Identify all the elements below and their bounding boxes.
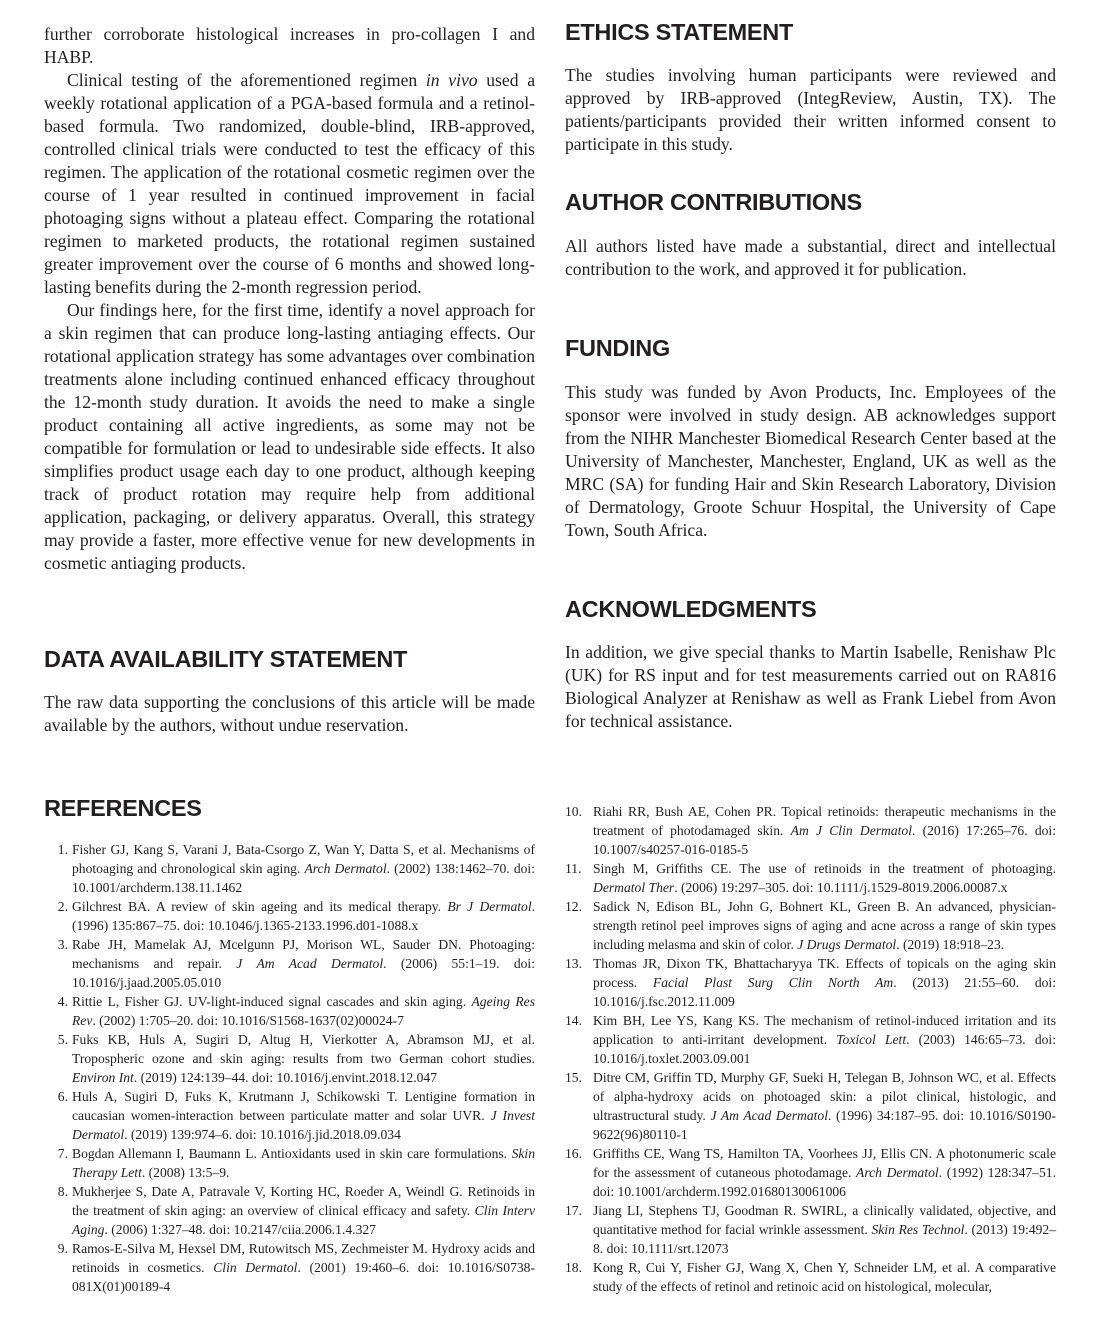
reference-number: 18.	[565, 1260, 582, 1275]
reference-list	[565, 802, 1056, 1296]
reference-journal: Arch Dermatol	[856, 1165, 939, 1180]
reference-citation: . (1996) 34:187–95. doi: 10.1016/S0190-9622(96)80110-1	[593, 1108, 1056, 1142]
reference-authors-title: Kong R, Cui Y, Fisher GJ, Wang X, Chen Y, Schneider LM, et al. A comparative study of the effects of retinol and retinoic acid on histological, molecular,	[593, 1260, 1056, 1294]
reference-number: 7.	[57, 1146, 68, 1161]
reference-number: 5.	[57, 1032, 68, 1047]
reference-journal: Dermatol Ther	[593, 880, 675, 895]
reference-number: 6.	[57, 1089, 68, 1104]
references-list-right	[565, 802, 1056, 1296]
section-heading: DATA AVAILABILITY STATEMENT	[44, 646, 408, 672]
reference-number: 15.	[565, 1070, 582, 1085]
reference-number: 8.	[57, 1184, 68, 1199]
reference-number: 10.	[565, 804, 582, 819]
reference-authors-title: Ramos-E-Silva M, Hexsel DM, Rutowitsch MS, Zechmeister M. Hydroxy acids and retinoids in cosmetics.	[72, 1241, 535, 1275]
reference-authors-title: Huls A, Sugiri D, Fuks K, Krutmann J, Schikowski T. Lentigine formation in caucasian women-interaction between particulate matter and solar UVR.	[72, 1089, 535, 1123]
reference-journal: Facial Plast Surg Clin North Am	[652, 975, 894, 990]
reference-citation: . (2002) 138:1462–70. doi: 10.1001/archderm.138.11.1462	[72, 861, 535, 895]
section-text: The raw data supporting the conclusions of this article will be made available by the authors, without undue reservation.	[44, 692, 535, 735]
reference-authors-title: Jiang LI, Stephens TJ, Goodman R. SWIRL, a clinically validated, objective, and quantitative method for facial wrinkle assessment.	[593, 1203, 1056, 1237]
reference-authors-title: Sadick N, Edison BL, John G, Bohnert KL, Green B. An advanced, physician-strength retinol peel improves signs of aging and acne across a range of skin types including melasma and skin of color.	[593, 899, 1056, 952]
reference-authors-title: Gilchrest BA. A review of skin ageing and its medical therapy.	[72, 899, 448, 914]
reference-item	[565, 1068, 1056, 1144]
reference-item	[565, 1144, 1056, 1201]
reference-journal: J Invest Dermatol	[72, 1108, 535, 1142]
reference-item	[44, 1182, 535, 1239]
reference-authors-title: Riahi RR, Bush AE, Cohen PR. Topical retinoids: therapeutic mechanisms in the treatment of photodamaged skin.	[593, 804, 1056, 838]
reference-journal: Clin Dermatol	[213, 1260, 298, 1275]
reference-item	[565, 1201, 1056, 1258]
italic-term: in vivo	[425, 70, 478, 90]
reference-item	[565, 897, 1056, 954]
reference-authors-title: Ditre CM, Griffin TD, Murphy GF, Sueki H, Telegan B, Johnson WC, et al. Effects of alpha-hydroxy acids on photoaged skin: a pilot clinical, histologic, and ultrastructural study.	[593, 1070, 1056, 1123]
section-text: The studies involving human participants were reviewed and approved by IRB-approved (IntegReview, Austin, TX). The patients/participants provided their written informed consent to participate in this study.	[565, 65, 1056, 154]
references-list-left	[44, 840, 535, 1296]
reference-item	[44, 1239, 535, 1296]
reference-journal: J Am Acad Dermatol	[236, 956, 384, 971]
section-acknowledgments	[565, 595, 1056, 733]
reference-item	[44, 897, 535, 935]
reference-number: 1.	[57, 842, 68, 857]
reference-authors-title: Singh M, Griffiths CE. The use of retinoids in the treatment of photoaging.	[593, 861, 1056, 876]
paragraph-text: used a weekly rotational application of a PGA-based formula and a retinol-based formula. Two randomized, double-blind, IRB-approved, controlled clinical trials were conducted to test the efficacy of this regimen. The application of the rotational cosmetic regimen over the course of 1 year resulted in continued improvement in facial photoaging signs without a plateau effect. Comparing the rotational regimen to marketed products, the rotational regimen sustained greater improvement over the course of 6 months and showed long-lasting benefits during the 2-month regression period.	[44, 70, 535, 297]
paragraph-continued: further corroborate histological increases in pro-collagen I and HABP.	[44, 24, 535, 67]
paragraph-findings: Our findings here, for the first time, identify a novel approach for a skin regimen that can produce long-lasting antiaging effects. Our rotational application strategy has some advantages over combination treatments alone including continued enhanced efficacy throughout the 12-month study duration. It avoids the need to make a single product containing all active ingredients, as some may not be compatible for formulation or lead to undesirable side effects. It also simplifies product usage each day to one product, although keeping track of product rotation may require help from additional application, packaging, or delivery apparatus. Overall, this strategy may provide a faster, more effective venue for new developments in cosmetic antiaging products.	[44, 300, 535, 573]
reference-item	[44, 1030, 535, 1087]
section-text: This study was funded by Avon Products, Inc. Employees of the sponsor were involved in study design. AB acknowledges support from the NIHR Manchester Biomedical Research Center based at the University of Manchester, Manchester, England, UK as well as the MRC (SA) for funding Hair and Skin Research Laboratory, Division of Dermatology, Groote Schuur Hospital, the University of Cape Town, South Africa.	[565, 382, 1056, 540]
section-data-availability	[44, 645, 535, 737]
reference-number: 12.	[565, 899, 582, 914]
paragraph-clinical-testing	[44, 69, 535, 299]
reference-citation: . (2019) 18:918–23.	[896, 937, 1005, 952]
reference-citation: . (2006) 19:297–305. doi: 10.1111/j.1529-8019.2006.00087.x	[674, 880, 1008, 895]
reference-item	[44, 1087, 535, 1144]
reference-authors-title: Griffiths CE, Wang TS, Hamilton TA, Voorhees JJ, Ellis CN. A photonumeric scale for the assessment of cutaneous photodamage.	[593, 1146, 1056, 1180]
left-column-body	[44, 23, 535, 575]
reference-citation: . (2002) 1:705–20. doi: 10.1016/S1568-1637(02)00024-7	[92, 1013, 404, 1028]
reference-citation: . (2019) 124:139–44. doi: 10.1016/j.envint.2018.12.047	[133, 1070, 438, 1085]
section-text: All authors listed have made a substantial, direct and intellectual contribution to the work, and approved it for publication.	[565, 236, 1056, 279]
section-heading: FUNDING	[565, 335, 670, 361]
reference-authors-title: Fuks KB, Huls A, Sugiri D, Altug H, Vierkotter A, Abramson MJ, et al. Tropospheric ozone and skin aging: results from two German cohort studies.	[72, 1032, 535, 1066]
reference-item	[44, 1144, 535, 1182]
reference-authors-title: Bogdan Allemann I, Baumann L. Antioxidants used in skin care formulations.	[72, 1146, 512, 1161]
reference-list	[44, 840, 535, 1296]
reference-authors-title: Thomas JR, Dixon TK, Bhattacharyya TK. Effects of topicals on the aging skin process.	[593, 956, 1056, 990]
reference-journal: Clin Interv Aging	[72, 1203, 535, 1237]
reference-authors-title: Rittie L, Fisher GJ. UV-light-induced signal cascades and skin aging.	[72, 994, 472, 1009]
reference-item	[565, 1011, 1056, 1068]
reference-journal: J Am Acad Dermatol	[710, 1108, 828, 1123]
reference-citation: . (2001) 19:460–6. doi: 10.1016/S0738-081X(01)00189-4	[72, 1260, 535, 1294]
reference-citation: . (2006) 55:1–19. doi: 10.1016/j.jaad.2005.05.010	[72, 956, 535, 990]
reference-journal: Skin Therapy Lett	[72, 1146, 535, 1180]
reference-citation: . (2013) 19:492–8. doi: 10.1111/srt.12073	[593, 1222, 1057, 1256]
reference-journal: Toxicol Lett	[836, 1032, 907, 1047]
section-heading: AUTHOR CONTRIBUTIONS	[565, 189, 862, 215]
reference-citation: . (2013) 21:55–60. doi: 10.1016/j.fsc.2012.11.009	[593, 975, 1056, 1009]
reference-journal: Arch Dermatol	[304, 861, 387, 876]
section-ethics	[565, 18, 1056, 156]
reference-authors-title: Rabe JH, Mamelak AJ, Mcelgunn PJ, Morison WL, Sauder DN. Photoaging: mechanisms and repair.	[72, 937, 535, 971]
reference-journal: Am J Clin Dermatol	[790, 823, 912, 838]
reference-number: 9.	[57, 1241, 68, 1256]
section-text: In addition, we give special thanks to Martin Isabelle, Renishaw Plc (UK) for RS input and for test measurements carried out on RA816 Biological Analyzer at Renishaw as well as Frank Liebel from Avon for technical assistance.	[565, 642, 1056, 731]
section-heading: ACKNOWLEDGMENTS	[565, 596, 817, 622]
reference-journal: Ageing Res Rev	[72, 994, 535, 1028]
section-funding	[565, 334, 1056, 542]
reference-journal: J Drugs Dermatol	[797, 937, 897, 952]
reference-citation: . (2019) 139:974–6. doi: 10.1016/j.jid.2018.09.034	[124, 1127, 401, 1142]
reference-number: 4.	[57, 994, 68, 1009]
section-heading: REFERENCES	[44, 795, 202, 821]
reference-authors-title: Mukherjee S, Date A, Patravale V, Korting HC, Roeder A, Weindl G. Retinoids in the treatment of skin aging: an overview of clinical efficacy and safety.	[72, 1184, 535, 1218]
reference-citation: . (2006) 1:327–48. doi: 10.2147/ciia.2006.1.4.327	[104, 1222, 376, 1237]
section-heading: ETHICS STATEMENT	[565, 19, 794, 45]
reference-item	[565, 802, 1056, 859]
paragraph-text: Clinical testing of the aforementioned regimen	[67, 70, 426, 90]
reference-number: 11.	[565, 861, 582, 876]
section-author-contributions	[565, 188, 1056, 281]
reference-journal: Skin Res Technol	[871, 1222, 965, 1237]
reference-number: 13.	[565, 956, 582, 971]
reference-item	[44, 935, 535, 992]
reference-journal: Environ Int	[72, 1070, 134, 1085]
reference-journal: Br J Dermatol	[447, 899, 532, 914]
reference-item	[565, 859, 1056, 897]
reference-number: 3.	[57, 937, 68, 952]
reference-number: 14.	[565, 1013, 582, 1028]
reference-number: 17.	[565, 1203, 582, 1218]
reference-citation: . (2008) 13:5–9.	[141, 1165, 230, 1180]
reference-authors-title: Kim BH, Lee YS, Kang KS. The mechanism of retinol-induced irritation and its application to anti-irritant development.	[593, 1013, 1056, 1047]
reference-item	[565, 954, 1056, 1011]
reference-number: 2.	[57, 899, 68, 914]
reference-citation: . (2016) 17:265–76. doi: 10.1007/s40257-016-0185-5	[593, 823, 1056, 857]
reference-citation: . (1992) 128:347–51. doi: 10.1001/archderm.1992.01680130061006	[593, 1165, 1056, 1199]
reference-item	[565, 1258, 1056, 1296]
reference-item	[44, 992, 535, 1030]
section-references	[44, 794, 535, 822]
reference-number: 16.	[565, 1146, 582, 1161]
reference-authors-title: Fisher GJ, Kang S, Varani J, Bata-Csorgo Z, Wan Y, Datta S, et al. Mechanisms of photoaging and chronological skin aging.	[72, 842, 535, 876]
reference-citation: . (2003) 146:65–73. doi: 10.1016/j.toxlet.2003.09.001	[593, 1032, 1056, 1066]
reference-item	[44, 840, 535, 897]
reference-citation: . (1996) 135:867–75. doi: 10.1046/j.1365-2133.1996.d01-1088.x	[72, 899, 535, 933]
